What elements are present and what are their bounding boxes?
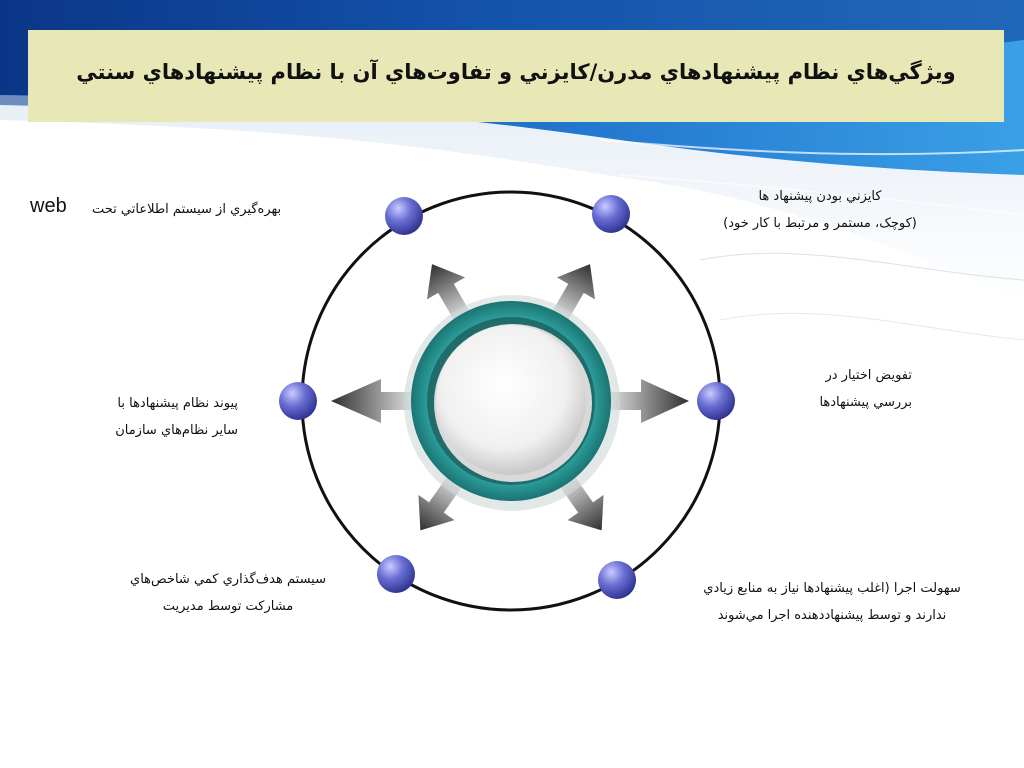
feature-label-link: [84, 390, 238, 444]
feature-kaizen-line-2: (كوچک، مستمر و مرتبط با كار خود): [723, 216, 917, 231]
feature-ease-line-1: سهولت اجرا (اغلب پيشنهادها نياز به منابع زيادي: [703, 581, 961, 596]
node-link: [279, 382, 317, 420]
feature-ease-line-2: ندارند و توسط پيشنهاددهنده اجرا مي‌شوند: [717, 608, 947, 623]
center-hub: [404, 295, 620, 511]
arrow-left: [331, 379, 416, 423]
node-goals: [377, 555, 415, 593]
feature-label-goals: [106, 566, 350, 620]
feature-label-kaizen: [700, 183, 940, 237]
slide-title: ويژگي‌هاي نظام پيشنهادهاي مدرن/كايزني و تفاوت‌هاي آن با نظام پيشنهادهاي سنتي: [76, 60, 956, 84]
node-ease: [598, 561, 636, 599]
feature-delegation-line-1: تفويض اختيار در: [825, 368, 912, 383]
feature-label-delegation: [790, 362, 912, 416]
feature-delegation-line-2: بررسي پيشنهادها: [819, 395, 912, 410]
feature-goals-line-2: مشاركت توسط مديريت: [162, 599, 294, 614]
node-delegation: [697, 382, 735, 420]
feature-web-line-1: بهره‌گيري از سيستم اطلاعاتي تحت: [92, 202, 282, 217]
feature-label-ease: [676, 575, 988, 629]
feature-goals-line-1: سيستم هدف‌گذاري كمي شاخص‌هاي: [130, 572, 326, 587]
feature-kaizen-line-1: كايزني بودن پيشنهاد ها: [758, 189, 882, 204]
node-kaizen: [592, 195, 630, 233]
feature-link-line-1: پيوند نظام پيشنهادها با: [117, 396, 238, 411]
feature-label-web: [92, 196, 281, 223]
feature-link-line-2: ساير نظام‌هاي سازمان: [115, 423, 238, 438]
node-web: [385, 197, 423, 235]
feature-web-suffix: web: [30, 195, 67, 217]
